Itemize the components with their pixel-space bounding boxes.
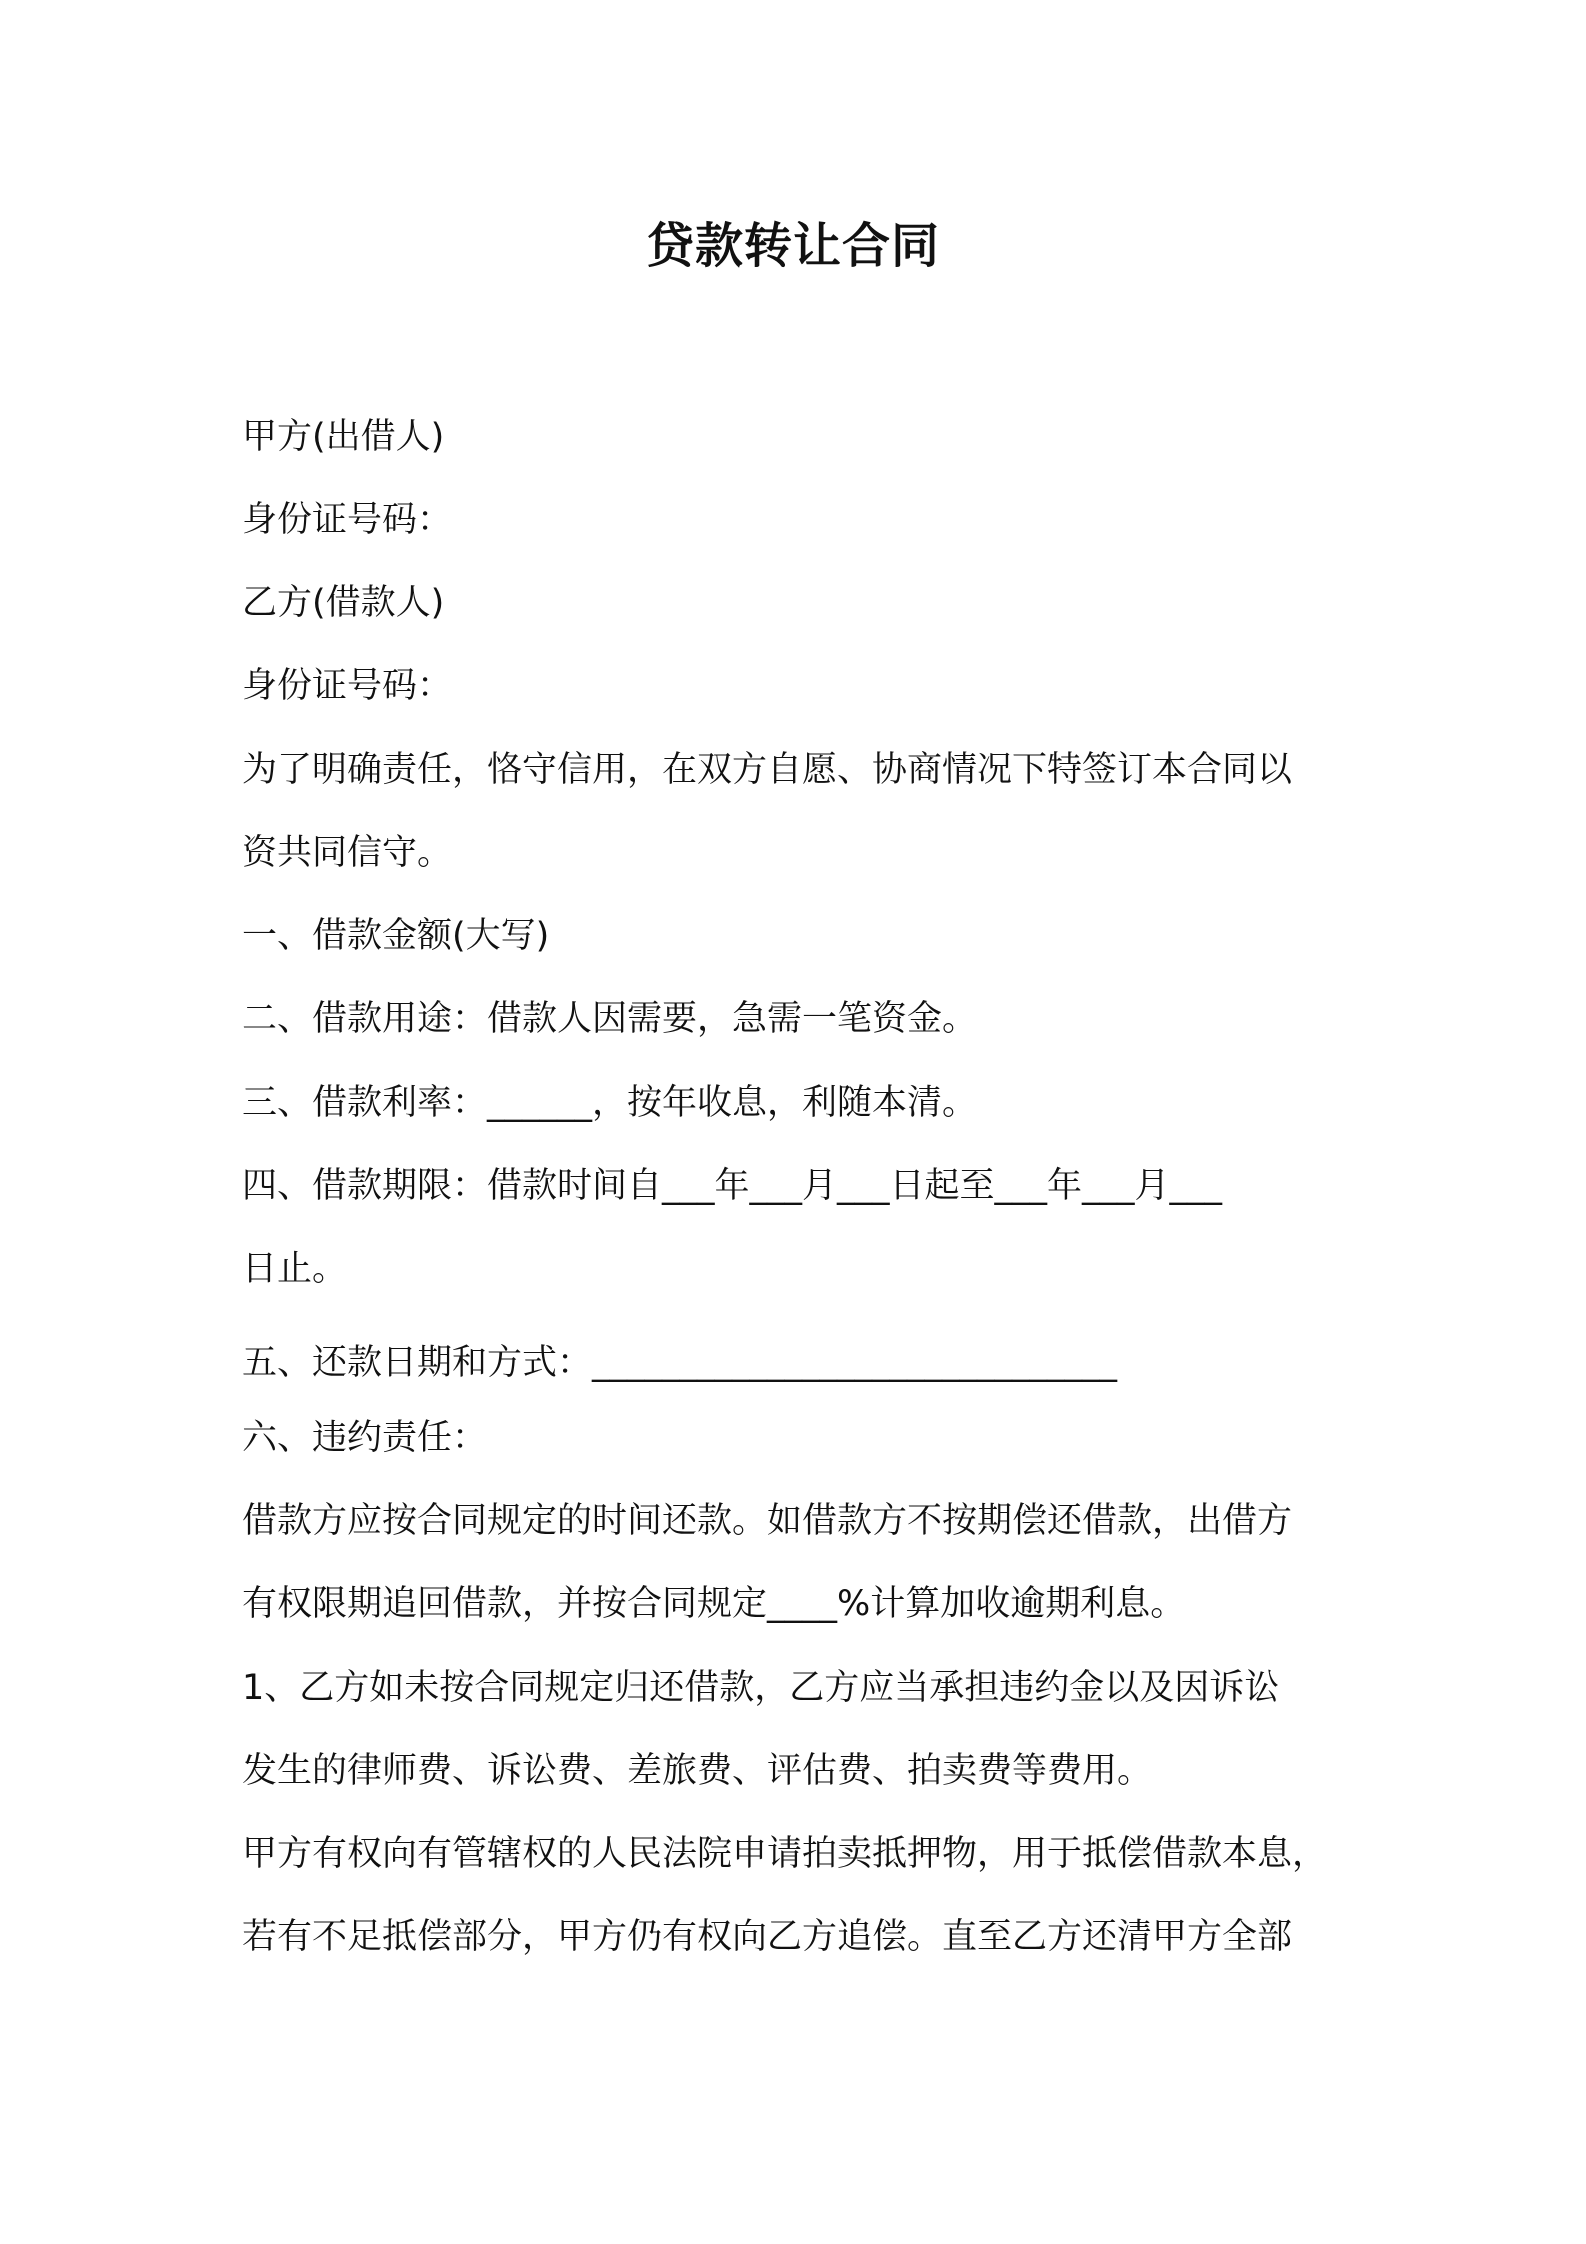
party-a-id-label: 身份证号码： — [242, 500, 453, 540]
clause-4-term-line-1: 四、借款期限：借款时间自___年___月___日起至___年___月___ — [242, 1166, 1223, 1206]
preamble-line-1: 为了明确责任，恪守信用，在双方自愿、协商情况下特签订本合同以 — [242, 750, 1293, 790]
liability-para-1-line-2: 有权限期追回借款，并按合同规定____%计算加收逾期利息。 — [242, 1584, 1186, 1624]
liability-item-1-line-2: 发生的律师费、诉讼费、差旅费、评估费、拍卖费等费用。 — [242, 1751, 1153, 1791]
clause-4-term-line-2: 日止。 — [242, 1249, 348, 1289]
party-a-label: 甲方(出借人) — [242, 417, 445, 457]
liability-para-2-line-2: 若有不足抵偿部分，甲方仍有权向乙方追偿。直至乙方还清甲方全部 — [242, 1917, 1293, 1957]
clause-1-amount: 一、借款金额(大写) — [242, 916, 550, 956]
party-b-id-label: 身份证号码： — [242, 666, 453, 706]
party-b-label: 乙方(借款人) — [242, 583, 445, 623]
document-title: 贷款转让合同 — [645, 218, 940, 274]
preamble-line-2: 资共同信守。 — [242, 833, 453, 873]
liability-para-1-line-1: 借款方应按合同规定的时间还款。如借款方不按期偿还借款，出借方 — [242, 1501, 1293, 1541]
clause-5-repayment: 五、还款日期和方式：______________________________ — [242, 1343, 1118, 1383]
clause-3-interest-rate: 三、借款利率：______，按年收息，利随本清。 — [242, 1083, 978, 1123]
clause-6-liability: 六、违约责任： — [242, 1418, 488, 1458]
liability-item-1-line-1: 1、乙方如未按合同规定归还借款，乙方应当承担违约金以及因诉讼 — [242, 1668, 1280, 1708]
liability-para-2-line-1: 甲方有权向有管辖权的人民法院申请拍卖抵押物，用于抵偿借款本息， — [242, 1834, 1328, 1874]
clause-2-purpose: 二、借款用途：借款人因需要，急需一笔资金。 — [242, 999, 978, 1039]
